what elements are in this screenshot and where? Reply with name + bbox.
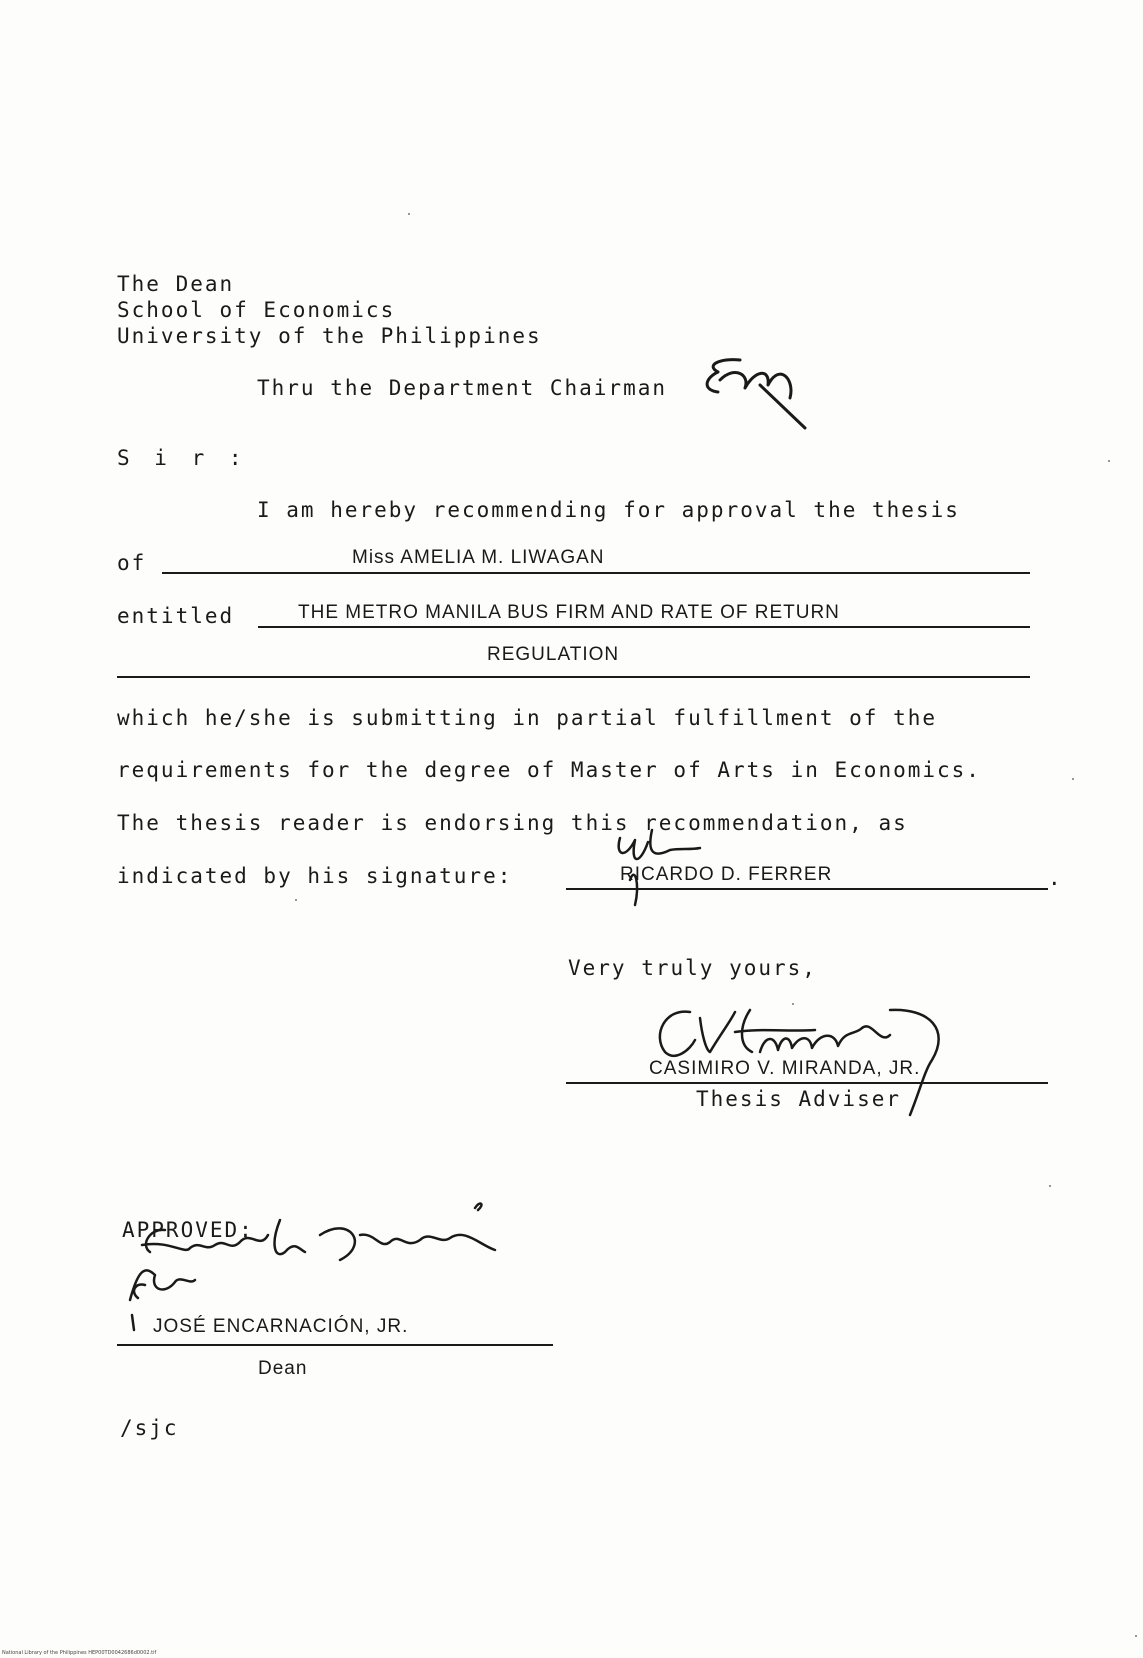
typist-initials: /sjc [120,1416,179,1440]
of-label: of [117,551,147,575]
body-line-7: indicated by his signature: [117,864,513,888]
approved-label: APPROVED: [122,1218,254,1242]
adviser-signature-line [566,1082,1048,1084]
body-line-5: requirements for the degree of Master of Arts in Economics. [117,758,981,782]
entitled-label: entitled [117,604,235,628]
dean-signature-line [117,1344,553,1346]
body-line-6: The thesis reader is endorsing this recommendation, as [117,811,908,835]
dean-name: JOSÉ ENCARNACIÓN, JR. [153,1316,409,1337]
chairman-initials-signature [700,340,820,430]
student-name-line [162,572,1030,574]
student-name: Miss AMELIA M. LIWAGAN [352,547,605,568]
recipient-title: The Dean [117,272,235,296]
reader-name: RICARDO D. FERRER [620,864,833,885]
scan-speck [1049,1185,1051,1187]
scan-speck [792,1003,794,1005]
scan-speck [295,899,297,901]
recipient-school: School of Economics [117,298,396,322]
adviser-name: CASIMIRO V. MIRANDA, JR. [649,1058,921,1079]
closing-phrase: Very truly yours, [568,956,817,980]
adviser-title: Thesis Adviser [696,1087,902,1111]
body-line-1: I am hereby recommending for approval the thesis [257,498,960,522]
scan-speck [1072,778,1074,780]
dean-signature [120,1190,520,1330]
thesis-title-line-2: REGULATION [487,644,620,665]
scan-speck [1135,1635,1137,1637]
thesis-title-line-2-rule [117,676,1030,678]
thru-line: Thru the Department Chairman [257,376,668,400]
thesis-title-line-1-rule [258,626,1030,628]
salutation: S i r : [117,446,248,470]
reader-signature-line [566,888,1048,890]
reader-line-period: . [1048,866,1063,890]
archive-footer: National Library of the Philippines HEP00TD0042686d0002.tif [2,1650,157,1656]
body-line-4: which he/she is submitting in partial fulfillment of the [117,706,938,730]
scan-speck [408,213,410,215]
scan-speck [1108,460,1110,462]
recipient-university: University of the Philippines [117,324,542,348]
dean-title: Dean [258,1358,308,1379]
thesis-title-line-1: THE METRO MANILA BUS FIRM AND RATE OF RETURN [298,602,840,623]
